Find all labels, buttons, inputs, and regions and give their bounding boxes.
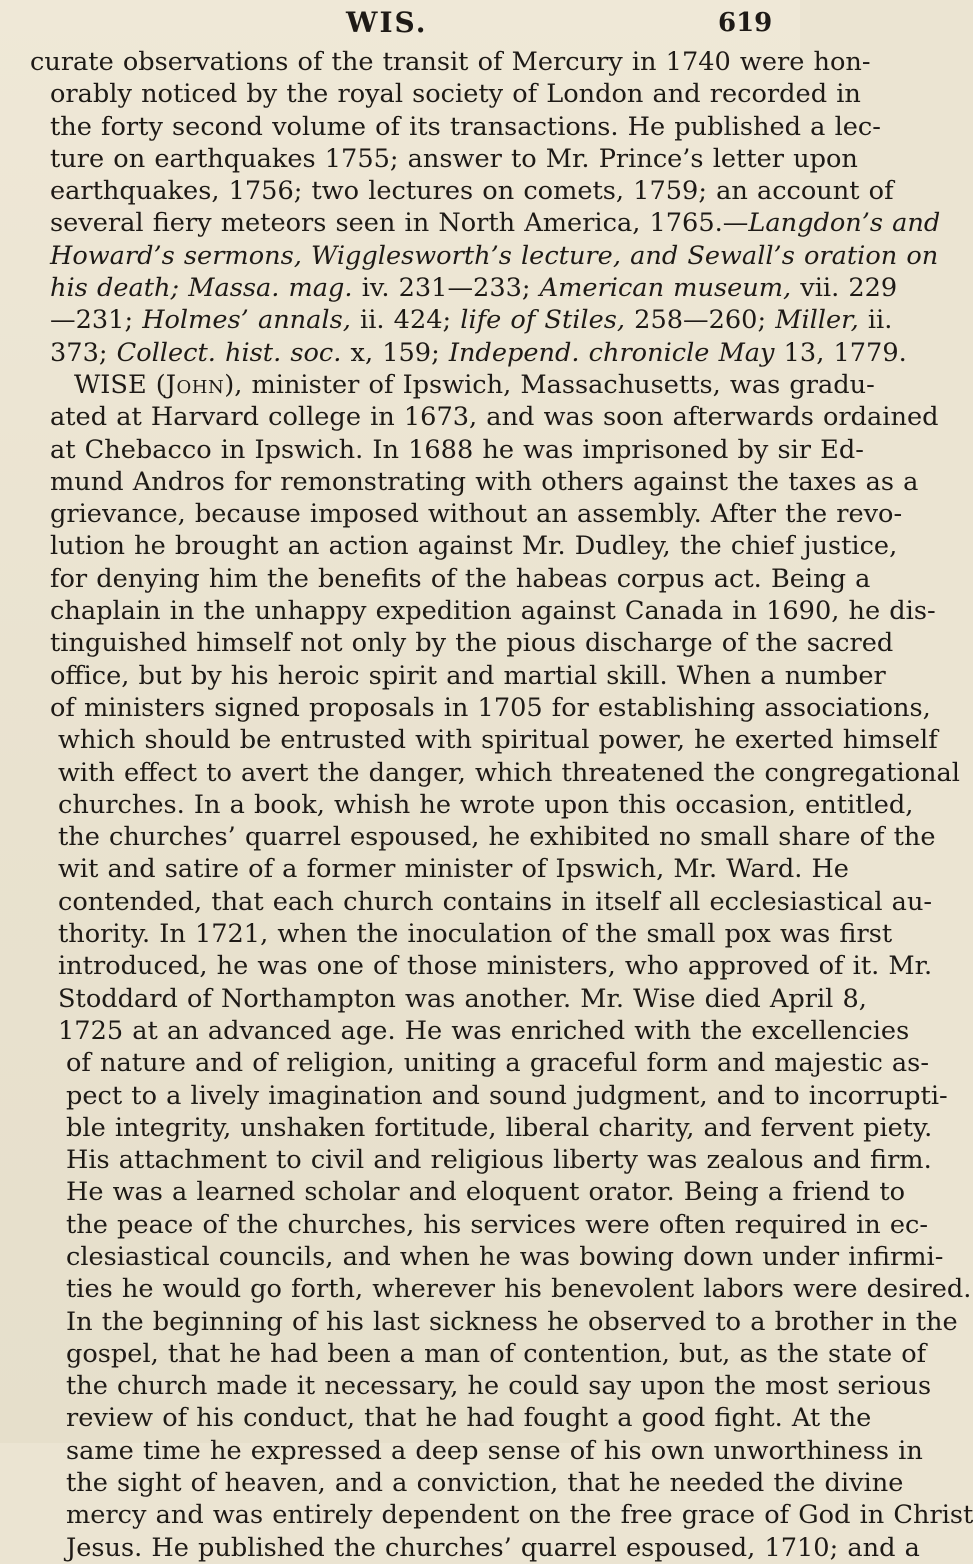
text-run: ated at Harvard college in 1673, and was soon afterwards ordained <box>50 402 939 433</box>
text-run: introduced, he was one of those ministers, who approved of it. Mr. <box>58 951 933 982</box>
text-line <box>30 46 871 78</box>
text-run: at Chebacco in Ipswich. In 1688 he was imprisoned by sir Ed- <box>50 434 864 465</box>
text-line <box>30 1176 906 1208</box>
text-line <box>30 1241 944 1273</box>
text-run: of ministers signed proposals in 1705 for establishing associations, <box>50 692 931 723</box>
text-run: chaplain in the unhappy expedition against Canada in 1690, he dis- <box>50 596 936 627</box>
text-run: office, but by his heroic spirit and martial skill. When a number <box>50 660 886 691</box>
text-line <box>30 304 893 336</box>
text-line <box>30 1338 927 1370</box>
text-line <box>30 660 886 692</box>
text-line <box>30 1499 973 1531</box>
text-line <box>30 1306 958 1338</box>
text-run: same time he expressed a deep sense of his own unworthiness in <box>66 1435 923 1466</box>
text-line <box>30 757 960 789</box>
text-line <box>30 369 875 401</box>
text-run: Stoddard of Northampton was another. Mr. Wise died April 8, <box>58 983 867 1014</box>
text-run: ties he would go forth, wherever his benevolent labors were desired. <box>66 1274 972 1305</box>
text-run: the forty second volume of its transactions. He published a lec- <box>50 111 881 142</box>
text-run: of nature and of religion, uniting a graceful form and majestic as- <box>66 1048 929 1079</box>
text-run: Langdon’s and <box>748 208 941 239</box>
text-run: 1725 at an advanced age. He was enriched with the excellencies <box>58 1015 910 1046</box>
text-run: wit and satire of a former minister of Ipswich, Mr. Ward. He <box>58 854 849 885</box>
text-run: WISE <box>74 369 147 400</box>
text-line <box>30 1047 929 1079</box>
text-line <box>30 143 858 175</box>
text-run: mund Andros for remonstrating with others against the taxes as a <box>50 466 919 497</box>
running-head <box>0 6 800 40</box>
text-line <box>30 1144 932 1176</box>
text-run: the church made it necessary, he could say upon the most serious <box>66 1371 932 1402</box>
text-run: churches. In a book, whish he wrote upon this occasion, entitled, <box>58 789 914 820</box>
text-run: thority. In 1721, when the inoculation of the small pox was first <box>58 919 893 950</box>
text-line <box>30 207 941 239</box>
text-line <box>30 595 936 627</box>
text-run: several fiery meteors seen in North America, 1765.— <box>50 208 749 239</box>
text-run: mercy and was entirely dependent on the free grace of God in Christ <box>66 1500 973 1531</box>
text-run: In the beginning of his last sickness he observed to a brother in the <box>66 1306 958 1337</box>
text-line <box>30 111 881 143</box>
text-line <box>30 1370 932 1402</box>
text-run: pect to a lively imagination and sound judgment, and to incorrupti- <box>66 1080 948 1111</box>
text-line <box>30 1209 929 1241</box>
text-run: ture on earthquakes 1755; answer to Mr. Prince’s letter upon <box>50 143 858 174</box>
text-line <box>30 950 933 982</box>
text-run: iv. 231—233; <box>352 273 540 304</box>
text-line <box>30 853 849 885</box>
body-text <box>30 46 973 1563</box>
text-line <box>30 563 871 595</box>
text-run: Jesus. He published the churches’ quarrel espoused, 1710; and a <box>66 1532 920 1563</box>
text-run: ii. <box>858 305 893 336</box>
text-line <box>30 692 931 724</box>
text-line <box>30 918 893 950</box>
text-run: tinguished himself not only by the pious discharge of the sacred <box>50 628 894 659</box>
text-line <box>30 78 861 110</box>
text-run: clesiastical councils, and when he was bowing down under infirmi- <box>66 1241 944 1272</box>
page-number: 619 <box>718 8 773 38</box>
text-line <box>30 272 898 304</box>
text-run: lution he brought an action against Mr. Dudley, the chief justice, <box>50 531 898 562</box>
text-run: ble integrity, unshaken fortitude, liberal charity, and fervent piety. <box>66 1112 933 1143</box>
text-line <box>30 1112 933 1144</box>
text-line <box>30 627 894 659</box>
text-run: which should be entrusted with spiritual power, he exerted himself <box>58 725 938 756</box>
text-line <box>30 1080 948 1112</box>
text-run: —231; <box>50 305 143 336</box>
text-run: Holmes’ annals, <box>142 305 351 336</box>
text-line <box>30 724 938 756</box>
text-run: ii. 424; <box>350 305 461 336</box>
text-run: ), minister of Ipswich, Massachusetts, was gradu- <box>224 369 875 400</box>
text-run: for denying him the benefits of the habeas corpus act. Being a <box>50 563 871 594</box>
text-line <box>30 1435 923 1467</box>
text-run: x, 159; <box>341 337 449 368</box>
text-line <box>30 240 939 272</box>
text-run: His attachment to civil and religious liberty was zealous and firm. <box>66 1145 932 1176</box>
text-run: the sight of heaven, and a conviction, that he needed the divine <box>66 1468 904 1499</box>
running-head-title: WIS. <box>346 6 428 39</box>
text-run: his death; Massa. mag. <box>50 273 353 304</box>
text-line <box>30 498 903 530</box>
text-run: Miller, <box>775 305 859 336</box>
text-line <box>30 466 919 498</box>
text-run: life of Stiles, <box>460 305 626 336</box>
text-line <box>30 434 864 466</box>
text-line <box>30 886 933 918</box>
text-run: contended, that each church contains in itself all ecclesiastical au- <box>58 886 933 917</box>
text-run: 13, 1779. <box>774 337 907 368</box>
text-run: the churches’ quarrel espoused, he exhibited no small share of the <box>58 822 936 853</box>
text-run: ( <box>146 369 166 400</box>
text-line <box>30 175 894 207</box>
text-line <box>30 1402 872 1434</box>
text-run: 258—260; <box>625 305 776 336</box>
text-run: with effect to avert the danger, which threatened the congregational <box>58 757 960 788</box>
text-run: He was a learned scholar and eloquent orator. Being a friend to <box>66 1177 906 1208</box>
text-run: grievance, because imposed without an assembly. After the revo- <box>50 499 903 530</box>
text-line <box>30 337 907 369</box>
text-run: orably noticed by the royal society of London and recorded in <box>50 79 861 110</box>
text-run: earthquakes, 1756; two lectures on comets, 1759; an account of <box>50 176 894 207</box>
text-run: gospel, that he had been a man of contention, but, as the state of <box>66 1338 927 1369</box>
text-run: vii. 229 <box>791 273 898 304</box>
text-line <box>30 1467 904 1499</box>
text-run: review of his conduct, that he had fought a good fight. At the <box>66 1403 872 1434</box>
text-line <box>30 401 939 433</box>
text-run: American museum, <box>539 273 792 304</box>
text-run: Howard’s sermons, Wigglesworth’s lecture, and Sewall’s oration on <box>50 240 939 271</box>
text-line <box>30 1015 910 1047</box>
text-run: curate observations of the transit of Mercury in 1740 were hon- <box>30 47 871 77</box>
text-line <box>30 983 867 1015</box>
text-run: 373; <box>50 337 117 368</box>
text-run: Collect. hist. soc. <box>116 337 342 368</box>
text-line <box>30 1273 972 1305</box>
text-line <box>30 530 898 562</box>
text-run: the peace of the churches, his services were often required in ec- <box>66 1209 929 1240</box>
text-line <box>30 821 936 853</box>
text-line <box>30 789 914 821</box>
text-run: Independ. chronicle May <box>448 337 775 368</box>
text-line <box>30 1532 920 1564</box>
text-run: John <box>165 369 225 400</box>
